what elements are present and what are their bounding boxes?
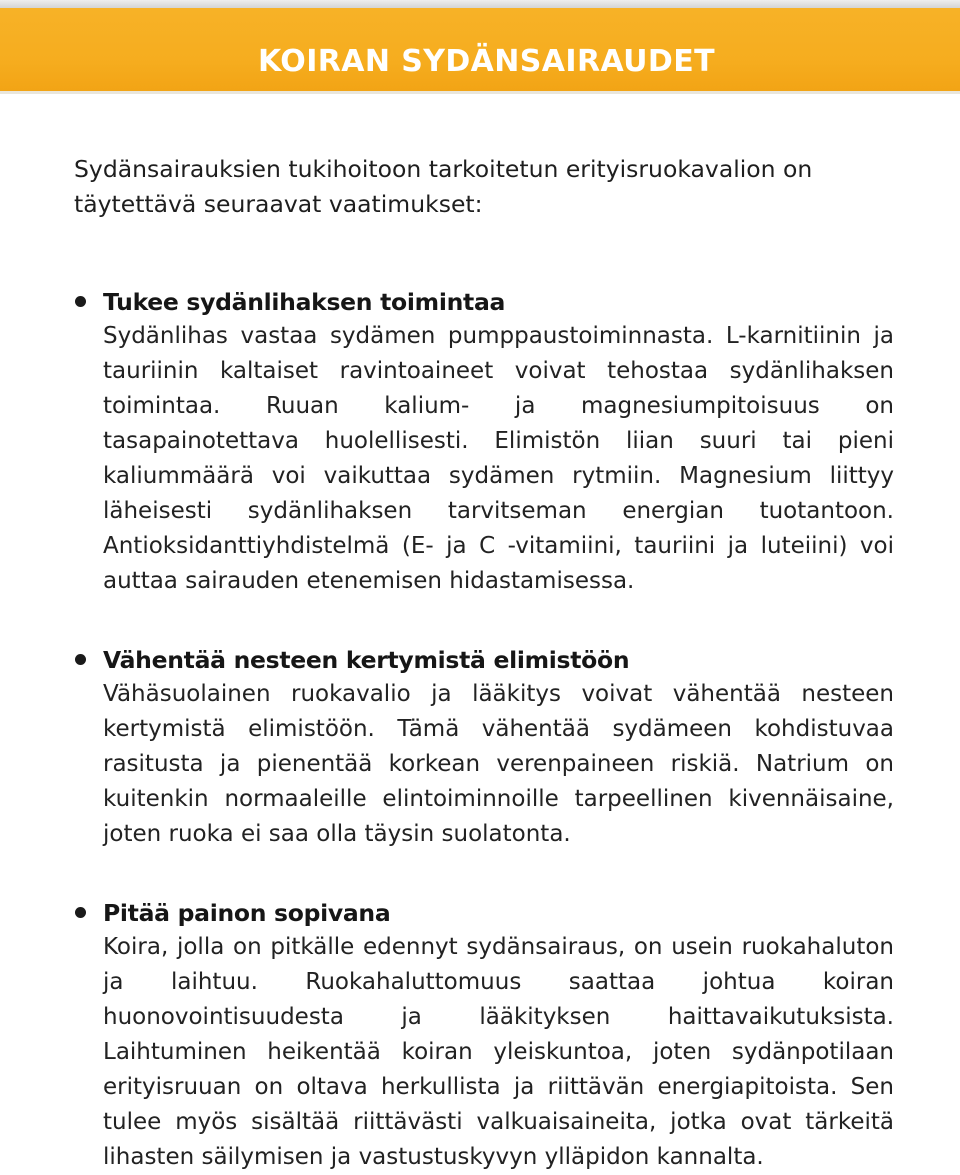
- requirement-heading: Vähentää nesteen kertymistä elimistöön: [103, 646, 630, 674]
- requirement-heading: Pitää painon sopivana: [103, 899, 391, 927]
- page-title: KOIRAN SYDÄNSAIRAUDET: [258, 44, 715, 79]
- requirements-list: [74, 285, 894, 1175]
- bullet-icon: [75, 907, 86, 918]
- requirement-body: Koira, jolla on pitkälle edennyt sydänsairaus, on usein ruokahaluton ja laihtuu. Ruokahaluttomuus saattaa johtua koiran huonovointisuudesta ja lääkityksen haittavaikutuksista. Laihtuminen heikentää koiran yleiskuntoa, joten sydänpotilaan erityisruuan on oltava herkullista ja riittävän energiapitoista. Sen tulee myös sisältää riittävästi valkuaisaineita, jotka ovat tärkeitä lihasten säilymisen ja vastustuskyvyn ylläpidon kannalta.: [103, 934, 894, 1170]
- list-item: [74, 896, 894, 1175]
- bullet-icon: [75, 654, 86, 665]
- list-item: [74, 285, 894, 599]
- bullet-icon: [75, 296, 86, 307]
- header-band: [0, 8, 960, 94]
- document-content: [74, 152, 894, 1175]
- requirement-heading: Tukee sydänlihaksen toimintaa: [103, 288, 506, 316]
- requirement-body: Vähäsuolainen ruokavalio ja lääkitys voivat vähentää nesteen kertymistä elimistöön. Tämä vähentää sydämeen kohdistuvaa rasitusta ja pienentää korkean verenpaineen riskiä. Natrium on kuitenkin normaaleille elintoiminnoille tarpeellinen kivennäisaine, joten ruoka ei saa olla täysin suolatonta.: [103, 681, 894, 847]
- requirement-body: Sydänlihas vastaa sydämen pumppaustoiminnasta. L-karnitiinin ja tauriinin kaltaiset ravintoaineet voivat tehostaa sydänlihaksen toimintaa. Ruuan kalium- ja magnesiumpitoisuus on tasapainotettava huolellisesti. Elimistön liian suuri tai pieni kaliummäärä voi vaikuttaa sydämen rytmiin. Magnesium liittyy läheisesti sydänlihaksen tarvitseman energian tuotantoon. Antioksidanttiyhdistelmä (E- ja C -vitamiini, tauriini ja luteiini) voi auttaa sairauden etenemisen hidastamisessa.: [103, 323, 894, 594]
- list-item: [74, 643, 894, 852]
- intro-paragraph: Sydänsairauksien tukihoitoon tarkoitetun erityisruokavalion on täytettävä seuraavat vaatimukset:: [74, 155, 813, 218]
